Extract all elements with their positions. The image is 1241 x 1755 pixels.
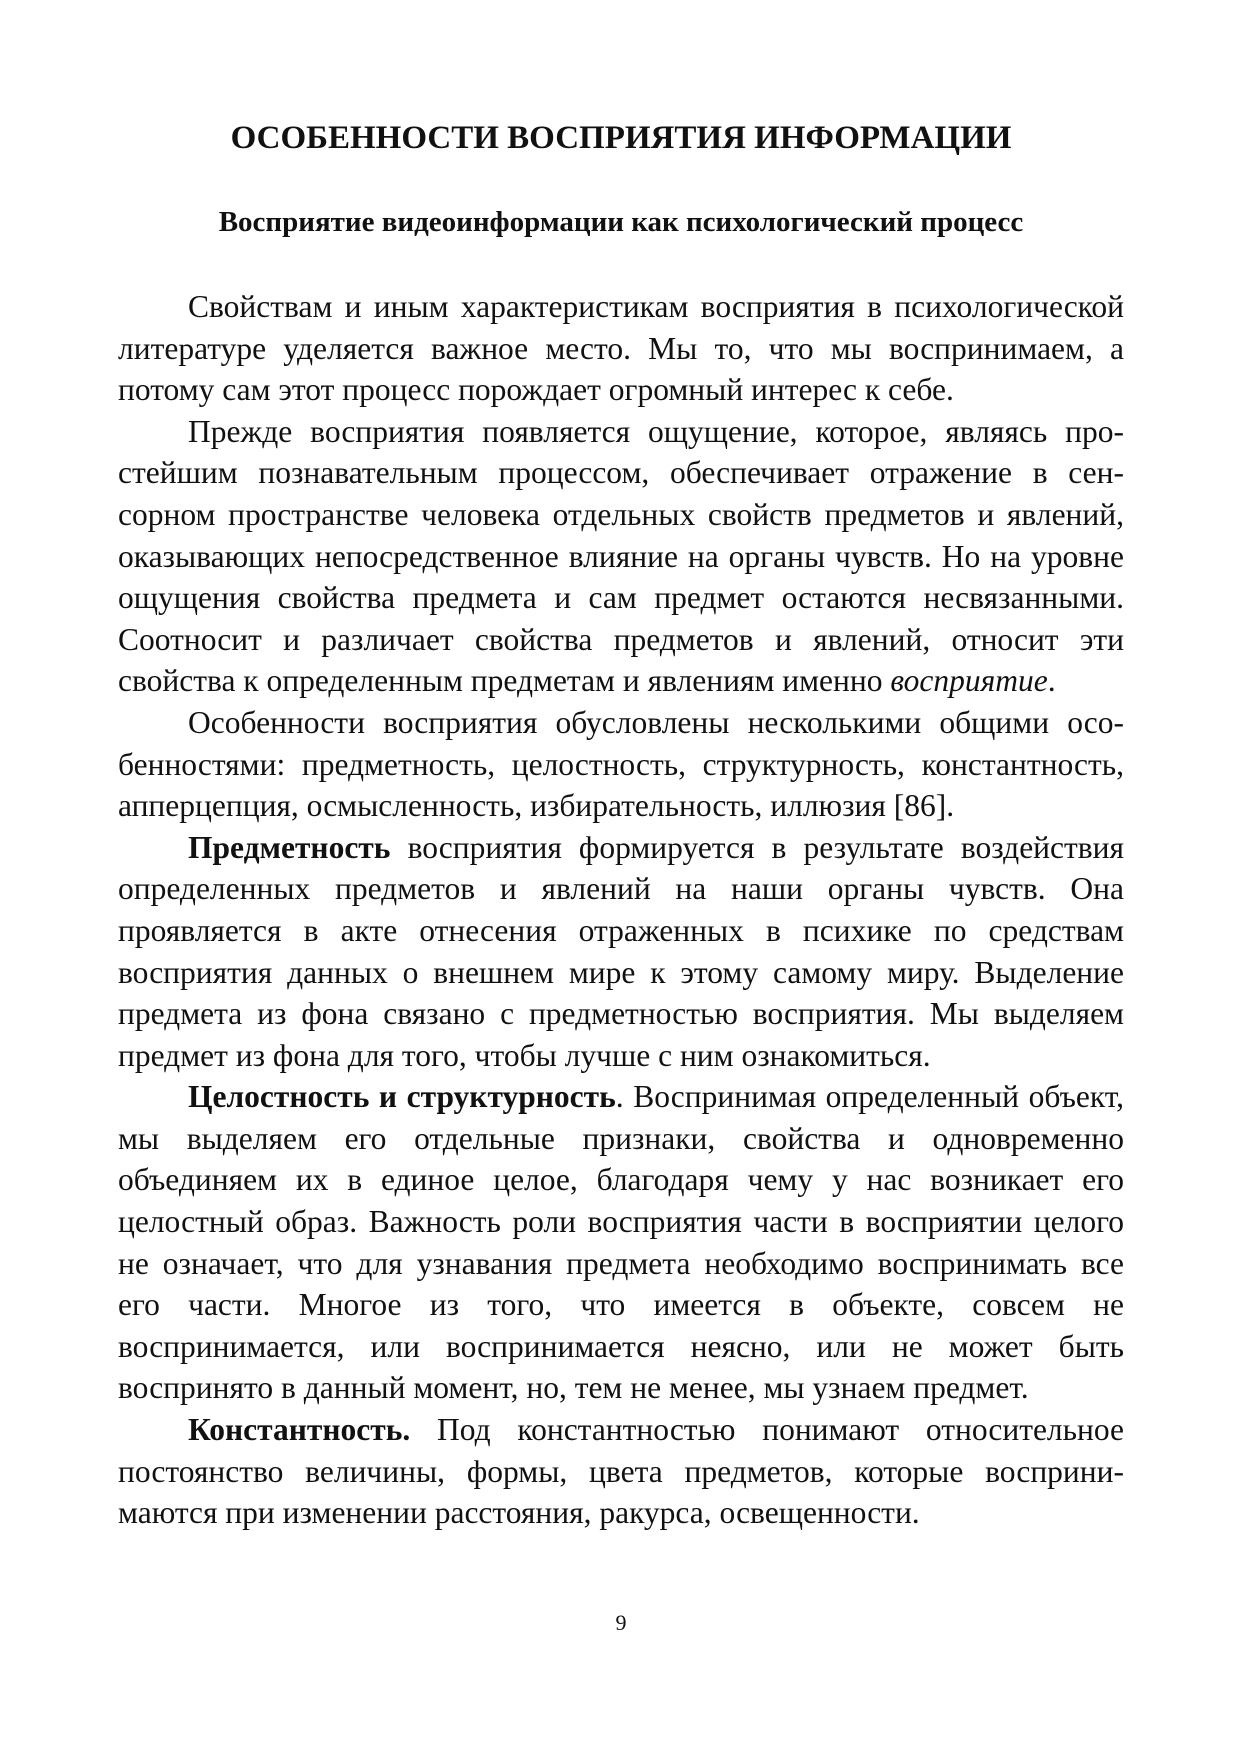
document-page bbox=[118, 0, 1124, 1755]
page-title: ОСОБЕННОСТИ ВОСПРИЯТИЯ ИНФОРМАЦИИ bbox=[230, 120, 1012, 156]
paragraph-1-text: Свойствам и иным характеристикам восприятия в психологической литературе уделяется важное место. Мы то, что мы воспринимаем, а потому сам этот процесс порождает огромный интерес к себе. bbox=[118, 289, 1124, 408]
paragraph-3-text: Особенности восприятия обусловлены несколькими общими особенностями: предметность, целостность, структурность, константность, апперцепция, осмысленность, избирательность, иллюзия [86]. bbox=[118, 704, 1124, 824]
page-number: 9 bbox=[615, 1610, 627, 1635]
paragraph-6-lead-term: Константность. bbox=[188, 1412, 411, 1448]
paragraph-2-text: Прежде восприятия появляется ощущение, которое, являясь простейшим познавательным процессом, обеспечивает отражение в сенсорном пространстве человека отдельных свойств предметов и явлений, оказывающих непосредственное влияние на органы чувств. Но на уровне ощущения свойства предмета и сам предмет остаются несвязанными. Соотносит и различает свойства предметов и явлений, относит эти свойства к определенным предметам и явлениям именно bbox=[118, 413, 1124, 699]
paragraph-6 bbox=[118, 1409, 1124, 1534]
paragraph-3 bbox=[118, 702, 1124, 827]
paragraph-1 bbox=[118, 286, 1124, 411]
section-subtitle: Восприятие видеоинформации как психологический процесс bbox=[218, 206, 1024, 238]
paragraph-5 bbox=[118, 1076, 1124, 1409]
paragraph-2-end: . bbox=[1047, 663, 1056, 699]
paragraph-2 bbox=[118, 411, 1124, 702]
paragraph-6-text: Под константностью понимают относительное постоянство величины, формы, цвета предметов, которые воспринимаются при изменении расстояния, ракурса, освещенности. bbox=[118, 1412, 1124, 1531]
paragraph-5-lead-term: Целостность и структурность bbox=[188, 1079, 616, 1115]
paragraph-4-lead-term: Предметность bbox=[188, 829, 391, 865]
paragraph-4 bbox=[118, 827, 1124, 1077]
paragraph-5-text: . Воспринимая определенный объект, мы выделяем его отдельные признаки, свойства и одновременно объединяем их в единое целое, благодаря чему у нас возникает его целостный образ. Важность роли восприятия части в восприятии целого не означает, что для узнавания предмета необходимо воспринимать все его части. Многое из того, что имеется в объекте, совсем не воспринимается, или воспринимается неясно, или не может быть воспринято в данный момент, но, тем не менее, мы узнаем предмет. bbox=[118, 1079, 1124, 1406]
body-text bbox=[118, 286, 1124, 1534]
paragraph-2-emphasis: восприятие bbox=[890, 663, 1048, 699]
paragraph-4-text: восприятия формируется в результате воздействия определенных предметов и явлений на наши органы чувств. Она проявляется в акте отнесения отраженных в психике по средствам восприятия данных о внешнем мире к этому самому миру. Выделение предмета из фона связано с предметностью восприятия. Мы выделяем предмет из фона для того, чтобы лучше с ним ознакомиться. bbox=[118, 829, 1124, 1073]
